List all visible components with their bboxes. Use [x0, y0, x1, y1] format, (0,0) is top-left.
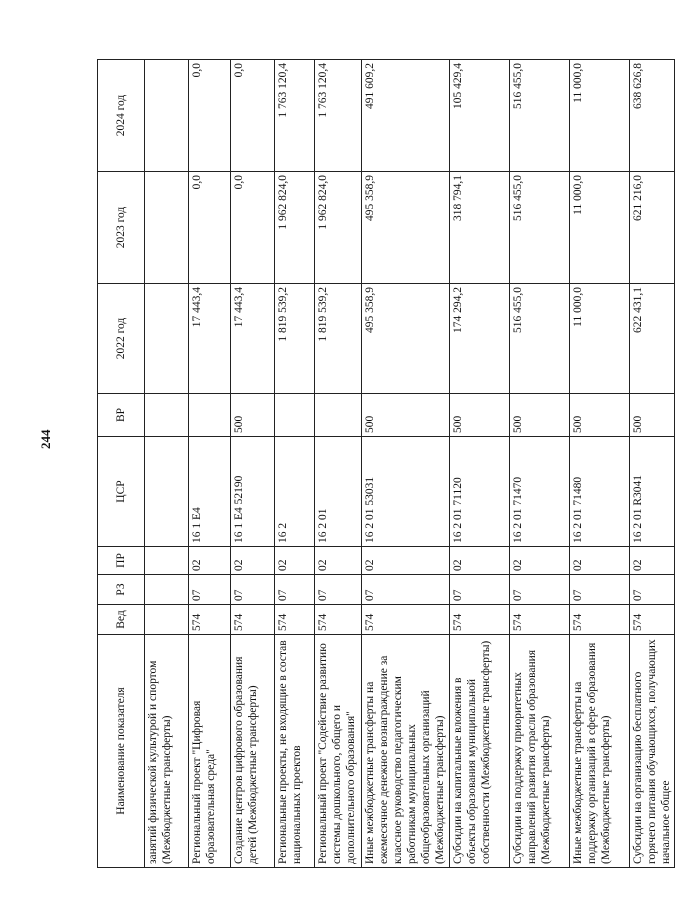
row-2024 [145, 60, 189, 172]
row-pr: 02 [362, 547, 450, 575]
table-row [570, 60, 630, 868]
row-2023: 0,0 [189, 172, 231, 284]
row-pr: 02 [570, 547, 630, 575]
row-2023: 516 455,0 [510, 172, 570, 284]
rotated-page [97, 60, 673, 868]
row-ved: 574 [189, 605, 231, 635]
row-ved: 574 [315, 605, 362, 635]
row-2024: 0,0 [231, 60, 275, 172]
row-ved: 574 [450, 605, 510, 635]
row-2022: 495 358,9 [362, 284, 450, 394]
row-rz: 07 [510, 575, 570, 605]
row-csr: 16 2 01 53031 [362, 437, 450, 547]
row-rz: 07 [231, 575, 275, 605]
row-2023: 1 962 824,0 [315, 172, 362, 284]
row-2024: 105 429,4 [450, 60, 510, 172]
row-name: Региональный проект "Содействие развитию системы дошкольного, общего и дополнительного образования" [315, 635, 362, 868]
budget-table [97, 59, 675, 868]
row-csr: 16 2 01 71470 [510, 437, 570, 547]
table-row [630, 60, 675, 868]
row-csr: 16 2 01 71120 [450, 437, 510, 547]
row-2022: 516 455,0 [510, 284, 570, 394]
row-ved: 574 [362, 605, 450, 635]
row-2022 [145, 284, 189, 394]
table-row [189, 60, 231, 868]
row-pr: 02 [231, 547, 275, 575]
row-name: занятий физической культурой и спортом (Межбюджетные трансферты) [145, 635, 189, 868]
table-row [315, 60, 362, 868]
row-2022: 622 431,1 [630, 284, 675, 394]
row-pr: 02 [315, 547, 362, 575]
row-rz: 07 [362, 575, 450, 605]
row-2023: 621 216,0 [630, 172, 675, 284]
row-csr: 16 2 01 71480 [570, 437, 630, 547]
row-2024: 516 455,0 [510, 60, 570, 172]
row-2022: 17 443,4 [231, 284, 275, 394]
row-2024: 1 763 120,4 [315, 60, 362, 172]
row-2023: 495 358,9 [362, 172, 450, 284]
row-pr: 02 [510, 547, 570, 575]
row-vr: 500 [630, 394, 675, 437]
row-csr: 16 1 Е4 [189, 437, 231, 547]
header-rz: РЗ [98, 575, 145, 605]
row-vr: 500 [570, 394, 630, 437]
header-2023: 2023 год [98, 172, 145, 284]
row-vr: 500 [510, 394, 570, 437]
row-rz: 07 [275, 575, 315, 605]
row-2024: 638 626,8 [630, 60, 675, 172]
row-2022: 174 294,2 [450, 284, 510, 394]
row-pr: 02 [450, 547, 510, 575]
table-row [231, 60, 275, 868]
row-csr: 16 2 01 [315, 437, 362, 547]
row-name: Субсидии на организацию бесплатного горячего питания обучающихся, получающих начальное общее [630, 635, 675, 868]
row-ved: 574 [231, 605, 275, 635]
row-vr: 500 [362, 394, 450, 437]
header-vr: ВР [98, 394, 145, 437]
header-row [98, 60, 145, 868]
row-vr [275, 394, 315, 437]
row-rz: 07 [570, 575, 630, 605]
row-pr: 02 [630, 547, 675, 575]
row-ved [145, 605, 189, 635]
header-2022: 2022 год [98, 284, 145, 394]
row-2023: 1 962 824,0 [275, 172, 315, 284]
row-rz: 07 [450, 575, 510, 605]
header-name: Наименование показателя [98, 635, 145, 868]
row-rz [145, 575, 189, 605]
row-2022: 1 819 539,2 [275, 284, 315, 394]
row-2022: 1 819 539,2 [315, 284, 362, 394]
page-number: 244 [38, 429, 53, 449]
row-csr: 16 2 01 R3041 [630, 437, 675, 547]
row-ved: 574 [630, 605, 675, 635]
row-2022: 11 000,0 [570, 284, 630, 394]
row-name: Субсидии на капитальные вложения в объекты образования муниципальной собственности (Межбюджетные трансферты) [450, 635, 510, 868]
row-rz: 07 [189, 575, 231, 605]
row-name: Региональный проект "Цифровая образовательная среда" [189, 635, 231, 868]
row-csr [145, 437, 189, 547]
header-ved: Вед [98, 605, 145, 635]
row-2024: 11 000,0 [570, 60, 630, 172]
table-row [510, 60, 570, 868]
row-name: Создание центров цифрового образования детей (Межбюджетные трансферты) [231, 635, 275, 868]
row-2024: 1 763 120,4 [275, 60, 315, 172]
row-vr [145, 394, 189, 437]
row-name: Иные межбюджетные трансферты на поддержку организаций в сфере образования (Межбюджетные трансферты) [570, 635, 630, 868]
row-ved: 574 [275, 605, 315, 635]
row-2023: 318 794,1 [450, 172, 510, 284]
row-vr [315, 394, 362, 437]
row-2023 [145, 172, 189, 284]
row-pr: 02 [189, 547, 231, 575]
row-vr [189, 394, 231, 437]
row-2022: 17 443,4 [189, 284, 231, 394]
row-2023: 11 000,0 [570, 172, 630, 284]
row-2023: 0,0 [231, 172, 275, 284]
row-2024: 491 609,2 [362, 60, 450, 172]
row-2024: 0,0 [189, 60, 231, 172]
table-row [145, 60, 189, 868]
table-row [362, 60, 450, 868]
header-csr: ЦСР [98, 437, 145, 547]
row-rz: 07 [315, 575, 362, 605]
row-name: Субсидии на поддержку приоритетных направлений развития отрасли образования (Межбюджетные трансферты) [510, 635, 570, 868]
row-vr: 500 [450, 394, 510, 437]
row-pr: 02 [275, 547, 315, 575]
table-row [450, 60, 510, 868]
table-row [275, 60, 315, 868]
row-csr: 16 2 [275, 437, 315, 547]
row-name: Иные межбюджетные трансферты на ежемесячное денежное вознаграждение за классное руководство педагогическим работникам муниципальных общеобразовательных организаций (Межбюджетные трансферты) [362, 635, 450, 868]
row-name: Региональные проекты, не входящие в состав национальных проектов [275, 635, 315, 868]
row-ved: 574 [510, 605, 570, 635]
header-2024: 2024 год [98, 60, 145, 172]
row-ved: 574 [570, 605, 630, 635]
row-pr [145, 547, 189, 575]
header-pr: ПР [98, 547, 145, 575]
row-rz: 07 [630, 575, 675, 605]
row-csr: 16 1 Е4 52190 [231, 437, 275, 547]
row-vr: 500 [231, 394, 275, 437]
